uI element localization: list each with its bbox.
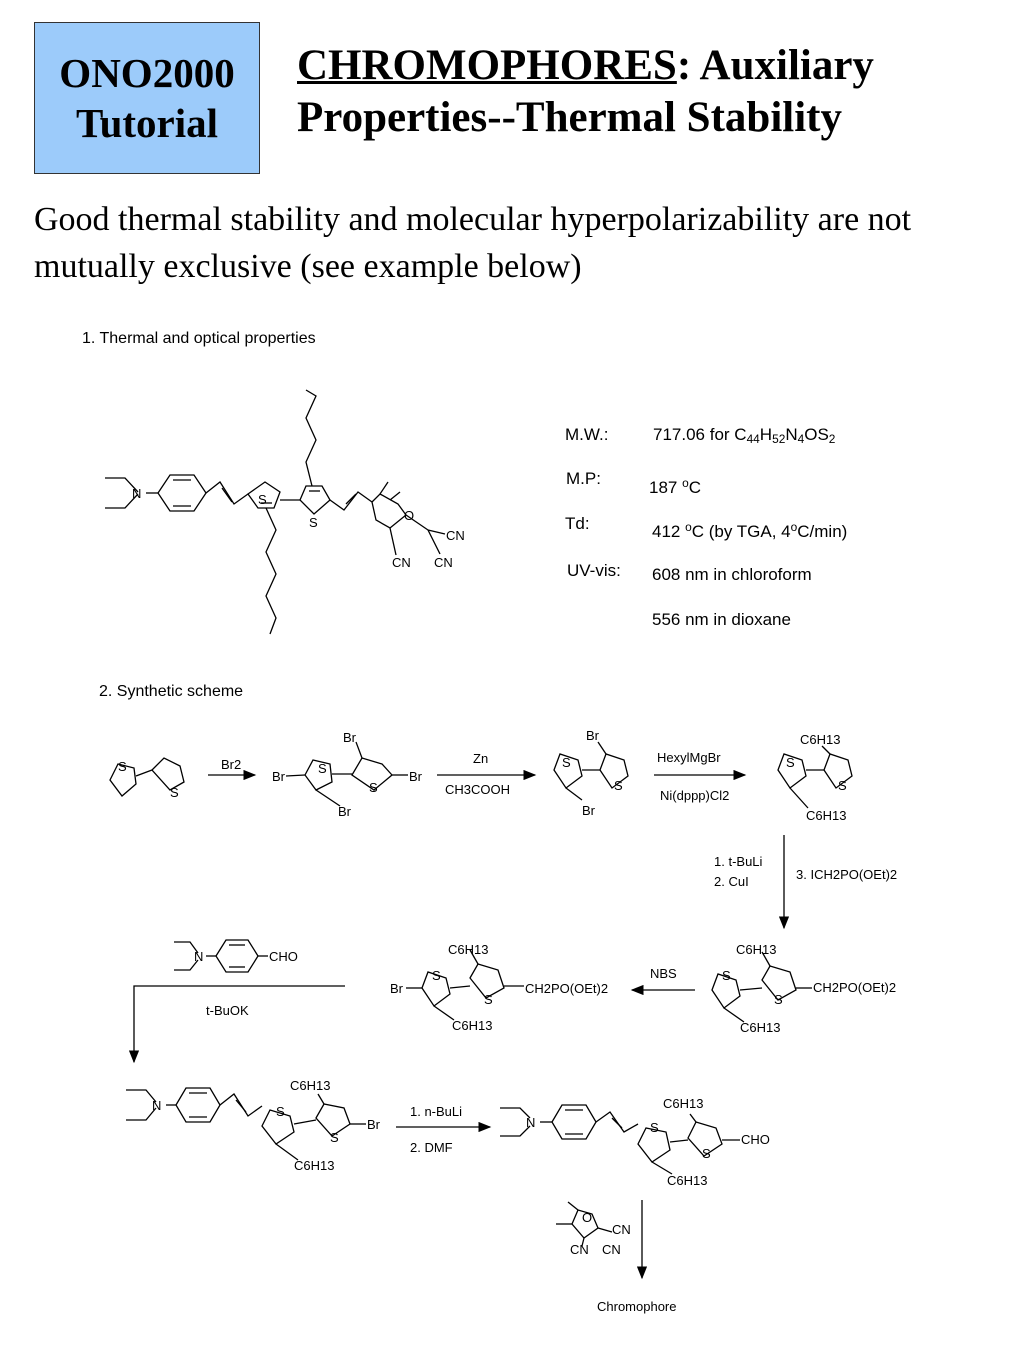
svg-text:t-BuOK: t-BuOK xyxy=(206,1003,249,1018)
uv-value-chloroform: 608 nm in chloroform xyxy=(652,565,812,584)
svg-text:Br: Br xyxy=(343,730,356,745)
svg-text:2. CuI: 2. CuI xyxy=(714,874,749,889)
svg-text:S: S xyxy=(309,515,318,530)
svg-text:CN: CN xyxy=(392,555,411,570)
svg-text:HexylMgBr: HexylMgBr xyxy=(657,750,721,765)
svg-text:Br2: Br2 xyxy=(221,757,242,772)
svg-text:CHO: CHO xyxy=(741,1132,770,1147)
intro-text: Good thermal stability and molecular hyperpolarizability are not mutually exclusive (see example below) xyxy=(34,201,912,285)
svg-text:S: S xyxy=(369,780,378,795)
vinyl-bromo-intermediate xyxy=(126,1088,366,1160)
svg-text:CH2PO(OEt)2: CH2PO(OEt)2 xyxy=(525,981,609,996)
svg-text:CHO: CHO xyxy=(269,949,298,964)
svg-text:Br: Br xyxy=(367,1117,380,1132)
aldehyde-intermediate xyxy=(500,1105,740,1174)
svg-text:C6H13: C6H13 xyxy=(663,1096,704,1111)
svg-text:Br: Br xyxy=(586,728,599,743)
svg-text:C6H13: C6H13 xyxy=(448,942,489,957)
svg-text:N: N xyxy=(152,1098,162,1113)
svg-text:Chromophore: Chromophore xyxy=(597,1299,677,1314)
svg-text:Br: Br xyxy=(390,981,403,996)
svg-text:S: S xyxy=(432,968,441,983)
svg-text:S: S xyxy=(774,992,783,1007)
aminobenzaldehyde xyxy=(174,940,268,972)
tetrabromo-bithiophene xyxy=(286,742,408,806)
svg-text:C6H13: C6H13 xyxy=(736,942,777,957)
mp-value: 187 $^o$C xyxy=(649,476,702,497)
svg-text:NBS: NBS xyxy=(650,966,677,981)
td-label: Td: xyxy=(565,514,590,533)
svg-text:CN: CN xyxy=(570,1242,589,1257)
svg-text:C6H13: C6H13 xyxy=(740,1020,781,1035)
svg-text:CN: CN xyxy=(434,555,453,570)
svg-text:C6H13: C6H13 xyxy=(806,808,847,823)
badge-line1: ONO2000 xyxy=(59,50,235,96)
svg-text:C6H13: C6H13 xyxy=(800,732,841,747)
svg-text:N: N xyxy=(194,949,204,964)
svg-text:CN: CN xyxy=(602,1242,621,1257)
svg-text:S: S xyxy=(614,778,623,793)
svg-text:CN: CN xyxy=(446,528,465,543)
uv-value-dioxane: 556 nm in dioxane xyxy=(652,610,791,629)
svg-text:O: O xyxy=(582,1210,593,1225)
badge-line2: Tutorial xyxy=(75,100,219,146)
section2-heading: 2. Synthetic scheme xyxy=(99,683,244,700)
mw-value: 717.06 for $C_{44}H_{52}N_4OS_2$ xyxy=(653,425,836,446)
svg-text:S: S xyxy=(786,755,795,770)
svg-text:S: S xyxy=(258,492,267,507)
svg-text:S: S xyxy=(118,759,127,774)
svg-text:C6H13: C6H13 xyxy=(294,1158,335,1173)
bromo-phosphonate-bithiophene xyxy=(406,950,524,1020)
svg-text:S: S xyxy=(484,992,493,1007)
td-value: 412 $^o$C (by TGA, 4$^o$C/min) xyxy=(652,520,848,541)
uv-label: UV-vis: xyxy=(567,561,621,580)
chromophore-structure xyxy=(105,390,445,634)
svg-text:S: S xyxy=(650,1120,659,1135)
svg-text:CH2PO(OEt)2: CH2PO(OEt)2 xyxy=(813,980,897,995)
svg-text:N: N xyxy=(132,486,142,501)
section1-heading: 1. Thermal and optical properties xyxy=(82,330,316,347)
svg-text:S: S xyxy=(562,755,571,770)
title-underlined: CHROMOPHORES xyxy=(297,42,677,89)
svg-text:C6H13: C6H13 xyxy=(452,1018,493,1033)
svg-text:1. t-BuLi: 1. t-BuLi xyxy=(714,854,763,869)
svg-text:Zn: Zn xyxy=(473,751,489,766)
svg-text:Br: Br xyxy=(338,804,351,819)
svg-text:CN: CN xyxy=(612,1222,631,1237)
svg-text:1. n-BuLi: 1. n-BuLi xyxy=(410,1104,463,1119)
svg-text:S: S xyxy=(722,968,731,983)
mw-label: M.W.: xyxy=(565,425,609,444)
svg-text:Br: Br xyxy=(582,803,595,818)
svg-text:CH3COOH: CH3COOH xyxy=(445,782,511,797)
phosphonate-bithiophene xyxy=(712,952,812,1022)
svg-text:S: S xyxy=(838,778,847,793)
svg-text:Ni(dppp)Cl2: Ni(dppp)Cl2 xyxy=(660,788,730,803)
svg-text:S: S xyxy=(318,761,327,776)
mp-label: M.P: xyxy=(566,469,601,488)
title-rest: : Auxiliary xyxy=(676,42,874,89)
svg-text:N: N xyxy=(526,1115,536,1130)
svg-text:Br: Br xyxy=(272,769,285,784)
svg-text:C6H13: C6H13 xyxy=(290,1078,331,1093)
title-line2: Properties--Thermal Stability xyxy=(297,94,842,141)
svg-text:3. ICH2PO(OEt)2: 3. ICH2PO(OEt)2 xyxy=(796,867,898,882)
svg-text:O: O xyxy=(404,508,415,523)
svg-text:C6H13: C6H13 xyxy=(667,1173,708,1188)
svg-text:S: S xyxy=(170,785,179,800)
svg-text:Br: Br xyxy=(409,769,422,784)
svg-text:2. DMF: 2. DMF xyxy=(410,1140,453,1155)
svg-text:S: S xyxy=(276,1104,285,1119)
svg-text:S: S xyxy=(330,1130,339,1145)
svg-text:S: S xyxy=(702,1146,711,1161)
